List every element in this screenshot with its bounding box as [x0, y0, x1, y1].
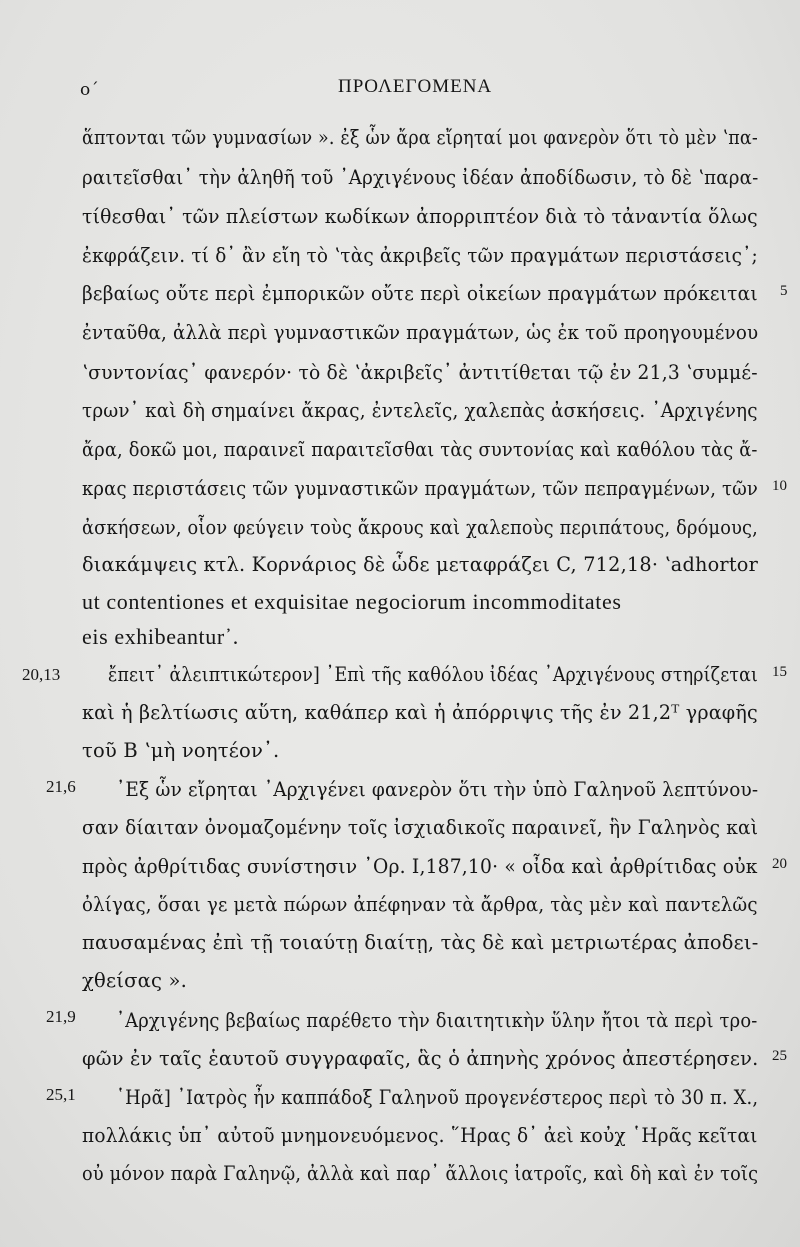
page-number: ο´: [80, 80, 99, 100]
text-line: σαν δίαιταν ὀνομαζομένην τοῖς ἰσχιαδικοῖς παραινεῖ, ἣν Γαληνὸς καὶ: [82, 816, 759, 839]
line-number: 15: [772, 664, 787, 680]
running-title: ΠΡΟΛΕΓΟΜΕΝΑ: [338, 76, 493, 97]
text-line: eis exhibeantur᾽.: [82, 624, 239, 649]
text-line: καὶ ἡ βελτίωσις αὕτη, καθάπερ καὶ ἡ ἀπόρριψις τῆς ἐν 21,2ᵀ γραφῆς: [82, 701, 758, 724]
text-line: πολλάκις ὑπ᾽ αὐτοῦ μνημονευόμενος. ῞Ηρας δ᾽ ἀεὶ κοὐχ ῾Ηρᾶς κεῖται: [82, 1124, 758, 1147]
text-line: τρων᾽ καὶ δὴ σημαίνει ἄκρας, ἐντελεῖς, χαλεπὰς ἀσκήσεις. ᾽Αρχιγένης: [82, 399, 758, 422]
text-line: βεβαίως οὔτε περὶ ἐμπορικῶν οὔτε περὶ οἰκείων πραγμάτων πρόκειται: [82, 282, 758, 305]
text-line: ᾽Αρχιγένης βεβαίως παρέθετο τὴν διαιτητικὴν ὕλην ἤτοι τὰ περὶ τρο-: [116, 1009, 758, 1032]
text-line: ραιτεῖσθαι᾽ τὴν ἀληθῆ τοῦ ᾽Αρχιγένους ἰδέαν ἀποδίδωσιν, τὸ δὲ ʽπαρα-: [82, 166, 759, 189]
text-line: ʽσυντονίας᾽ φανερόν· τὸ δὲ ʽἀκριβεῖς᾽ ἀντιτίθεται τῷ ἐν 21,3 ʽσυμμέ-: [82, 361, 758, 384]
text-line: ἀσκήσεων, οἷον φεύγειν τοὺς ἄκρους καὶ χαλεποὺς περιπάτους, δρόμους,: [82, 516, 758, 539]
text-line: οὐ μόνον παρὰ Γαληνῷ, ἀλλὰ καὶ παρ᾽ ἄλλοις ἰατροῖς, καὶ δὴ καὶ ἐν τοῖς: [82, 1162, 759, 1185]
text-line: διακάμψεις κτλ. Κορνάριος δὲ ὧδε μεταφράζει C, 712,18· ʽadhortor: [82, 553, 758, 576]
text-line: φῶν ἐν ταῖς ἑαυτοῦ συγγραφαῖς, ἃς ὁ ἀπηνὴς χρόνος ἀπεστέρησεν.: [82, 1047, 759, 1070]
text-line: τοῦ Β ʽμὴ νοητέον᾽.: [82, 739, 280, 762]
line-number: 25: [772, 1048, 787, 1064]
text-line: ῾Ηρᾶ] ᾽Ιατρὸς ἦν καππάδοξ Γαληνοῦ προγενέστερος περὶ τὸ 30 π. Χ.,: [116, 1086, 759, 1109]
line-number: 20: [772, 856, 787, 872]
line-number: 5: [780, 283, 788, 299]
reference-number: 25,1: [46, 1085, 76, 1104]
text-line: κρας περιστάσεις τῶν γυμναστικῶν πραγμάτων, τῶν πεπραγμένων, τῶν: [82, 477, 759, 500]
line-number: 10: [772, 478, 787, 494]
text-line: ὀλίγας, ὅσαι γε μετὰ πώρων ἀπέφηναν τὰ ἄρθρα, τὰς μὲν καὶ παντελῶς: [82, 893, 758, 916]
reference-number: 20,13: [22, 665, 61, 684]
text-line: χθείσας ».: [82, 969, 188, 992]
text-line: ἅπτονται τῶν γυμνασίων ». ἐξ ὧν ἄρα εἴρηταί μοι φανερὸν ὅτι τὸ μὲν ʽπα-: [82, 126, 758, 149]
text-line: παυσαμένας ἐπὶ τῇ τοιαύτῃ διαίτῃ, τὰς δὲ καὶ μετριωτέρας ἀποδει-: [82, 931, 759, 954]
text-line: πρὸς ἀρθρίτιδας συνίστησιν ᾽Ορ. Ι,187,10· « οἶδα καὶ ἀρθρίτιδας οὐκ: [82, 855, 758, 878]
text-line: ἐνταῦθα, ἀλλὰ περὶ γυμναστικῶν πραγμάτων, ὡς ἐκ τοῦ προηγουμένου: [82, 321, 759, 344]
text-line: ᾽Εξ ὧν εἴρηται ᾽Αρχιγένει φανερὸν ὅτι τὴν ὑπὸ Γαληνοῦ λεπτύνου-: [116, 778, 759, 801]
text-line: ut contentiones et exquisitae negociorum incommoditates: [82, 589, 622, 614]
reference-number: 21,6: [46, 777, 76, 796]
text-line: ἐκφράζειν. τί δ᾽ ἂν εἴη τὸ ʽτὰς ἀκριβεῖς τῶν πραγμάτων περιστάσεις᾽;: [82, 244, 758, 267]
text-line: ἄρα, δοκῶ μοι, παραινεῖ παραιτεῖσθαι τὰς συντονίας καὶ καθόλου τὰς ἄ-: [82, 438, 758, 461]
text-line: τίθεσθαι᾽ τῶν πλείστων κωδίκων ἀπορριπτέον διὰ τὸ τἀναντία ὅλως: [82, 205, 758, 228]
reference-number: 21,9: [46, 1007, 76, 1026]
text-line: ἔπειτ᾽ ἀλειπτικώτερον] ᾽Επὶ τῆς καθόλου ἰδέας ᾽Αρχιγένους στηρίζεται: [108, 663, 758, 686]
